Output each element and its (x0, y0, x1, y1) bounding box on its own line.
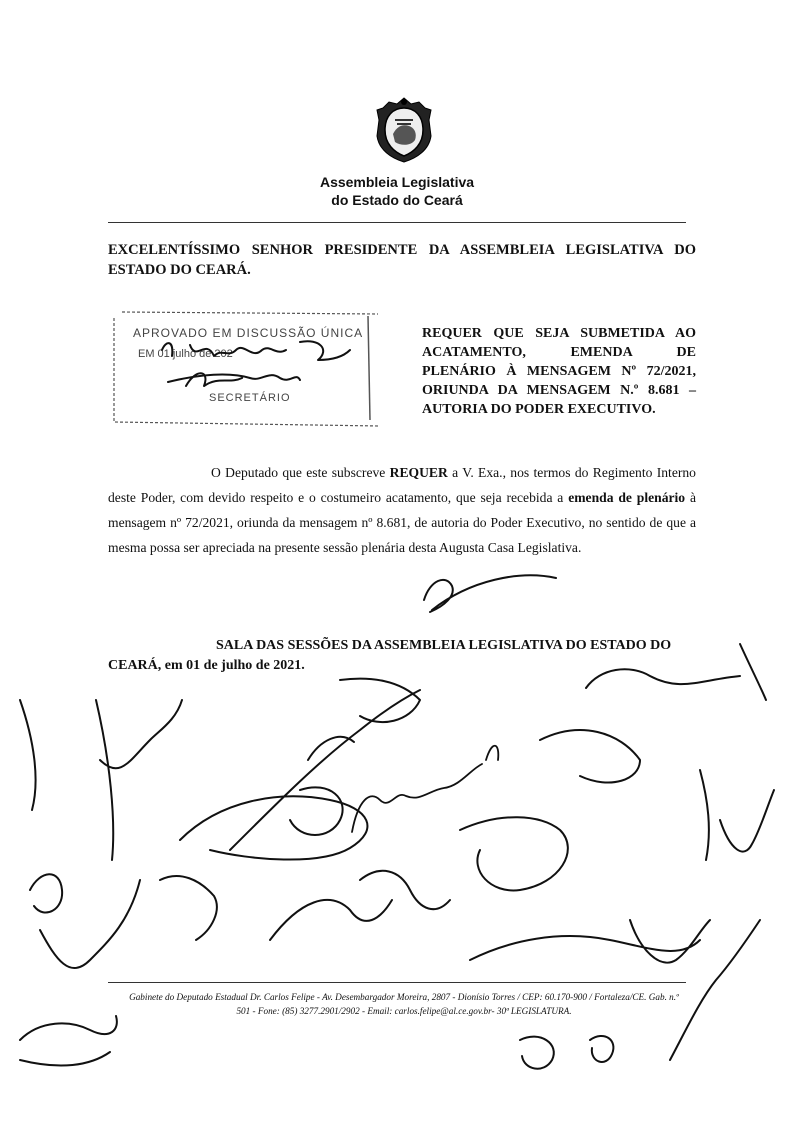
organization-name-line2: do Estado do Ceará (331, 192, 463, 208)
footer-address (112, 990, 696, 1018)
body-part3: à mensagem nº 72/2021, oriunda da mensagem nº 8.681, de autoria do Poder Executivo, no sentido de que a mesma possa ser apreciada na presente sessão plenária desta Augusta Casa Legislativa. (108, 490, 696, 555)
body-part2: a V. Exa., nos termos do Regimento Interno deste Poder, com devido respeito e o costumeiro acatamento, que seja recebida a (108, 465, 696, 505)
subject-line: PLENÁRIO À MENSAGEM Nº 72/2021, (422, 364, 696, 379)
addressee: EXCELENTÍSSIMO SENHOR PRESIDENTE DA ASSEMBLEIA LEGISLATIVA DO ESTADO DO CEARÁ. (108, 242, 696, 278)
signature-mark (470, 920, 710, 963)
organization-name-line1: Assembleia Legislativa (319, 174, 475, 190)
signature-mark (270, 871, 450, 940)
stamp-secretary-label: SECRETÁRIO (209, 392, 291, 404)
signature-mark (180, 796, 367, 859)
subject-block (422, 324, 696, 419)
request-body (108, 460, 696, 560)
signature-mark (20, 1016, 117, 1066)
signature-mark (290, 737, 354, 835)
subject-line: ORIUNDA DA MENSAGEM N.º 8.681 – (422, 383, 696, 398)
signature-mark (20, 700, 182, 860)
closing-text: SALA DAS SESSÕES DA ASSEMBLEIA LEGISLATIVA DO ESTADO DO CEARÁ, em 01 de julho de 2021. (108, 638, 672, 673)
footer-line2: 501 - Fone: (85) 3277.2901/2902 - Email: carlos.felipe@al.ce.gov.br- 30ª LEGISLATURA. (236, 1006, 572, 1016)
signature-mark (424, 575, 556, 612)
signature-mark (460, 817, 568, 890)
body-requer: REQUER (389, 465, 448, 480)
closing-statement (108, 636, 696, 676)
signature-mark (230, 679, 420, 850)
body-emenda: emenda de plenário (568, 490, 686, 505)
subject-line: ACATAMENTO, EMENDA DE (422, 345, 696, 360)
header-divider (108, 222, 686, 223)
stamp-date-text: EM 01 julho de 202 (138, 348, 233, 360)
signature-mark (520, 1036, 613, 1069)
subject-line: REQUER QUE SEJA SUBMETIDA AO (422, 326, 696, 341)
signature-mark (30, 874, 217, 968)
subject-line: AUTORIA DO PODER EXECUTIVO. (422, 402, 656, 417)
footer-divider (108, 982, 686, 983)
footer-line1: Gabinete do Deputado Estadual Dr. Carlos Felipe - Av. Desembargador Moreira, 2807 - Dionísio Torres / CEP: 60.170-900 / Fortaleza/CE. Gab. n.º (129, 992, 679, 1002)
signature-mark (352, 746, 498, 832)
body-part1: O Deputado que este subscreve (211, 465, 390, 480)
stamp-approval-text: APROVADO EM DISCUSSÃO ÚNICA (133, 326, 364, 340)
state-coat-of-arms-icon (373, 96, 435, 164)
signature-mark (700, 770, 774, 860)
